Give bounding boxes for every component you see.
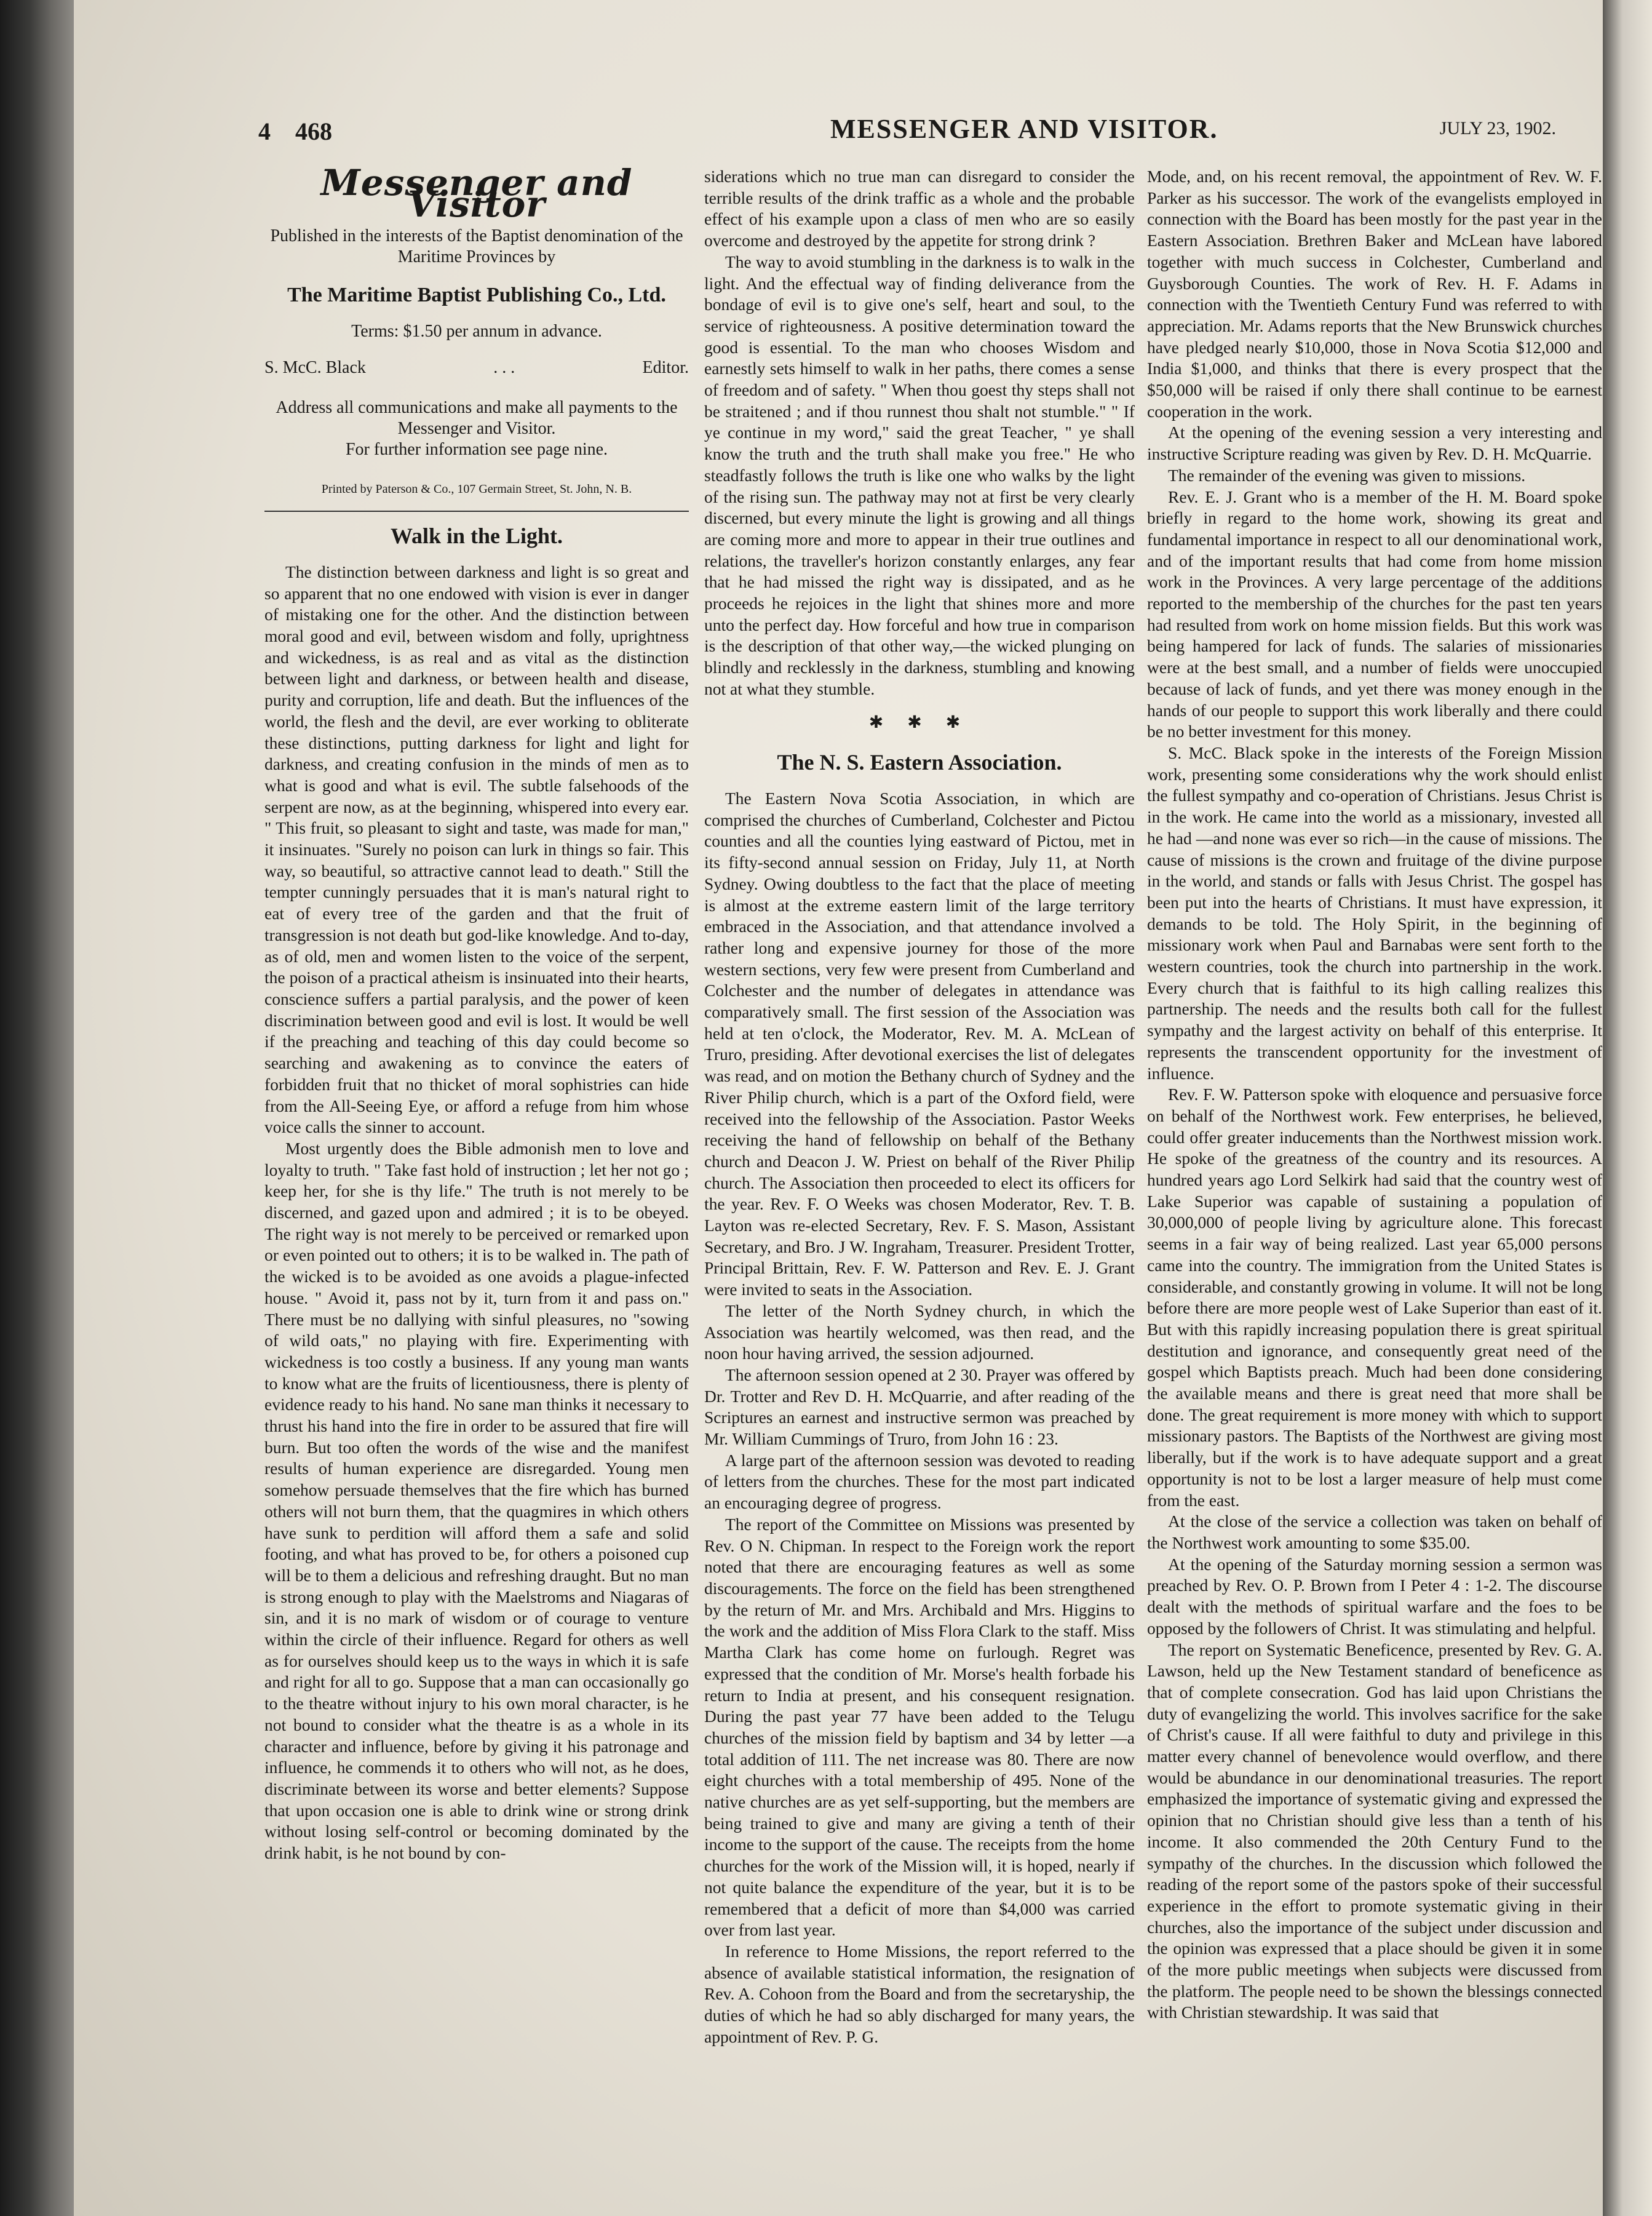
column-3 <box>1147 166 1602 2023</box>
article-2-paragraph: In reference to Home Missions, the report referred to the absence of available statistical information, the resignation of Rev. A. Cohoon from the Board and from the secretaryship, the duties of which he had so ably discharged for many years, the appointment of Rev. P. G. <box>704 1941 1135 2046</box>
editor-name: S. McC. Black <box>264 357 366 377</box>
article-1-paragraph: Most urgently does the Bible admonish men to love and loyalty to truth. " Take fast hold of instruction ; let her not go ; keep her, for she is thy life." The truth is not merely to be discerned, and gazed upon and admired ; it is to be obeyed. The right way is not merely to be perceived or remarked upon or even pointed out to others; it is to be walked in. The path of the wicked is to be avoided as one avoids a plague-infected house. " Avoid it, pass not by it, turn from it and pass on." There must be no dallying with sinful pleasures, no "sowing of wild oats," no playing with fire. Experimenting with wickedness is too costly a business. If any young man wants to know what are the fruits of licentiousness, there is plenty of evidence ready to his hand. No sane man thinks it necessary to thrust his hand into the fire in order to be assured that fire will burn. But too often the words of the wise and the manifest results of human experience are disregarded. Young men somehow persuade themselves that the fire which has burned others will not burn them, that the quagmires in which others have sunk to perdition will afford them a safe and solid footing, and what has proved to be, for others a poisoned cup will be to them a delicious and refreshing draught. But no man is strong enough to play with the Maelstroms and Niagaras of sin, and it is no mark of wisdom or of courage to venture within the circle of their influence. Regard for others as well as for ourselves should keep us to the ways in which it is safe and right for all to go. Suppose that a man can occasionally go to the theatre without injury to his own moral character, is he not bound to consider what the theatre is as a whole in its character and influence, before by giving it his patronage and influence, he commends it to others who will not, as he does, discriminate between its worse and better elements? Suppose that upon occasion one is able to drink wine or strong drink without losing self-control or becoming dominated by the drink habit, is he not bound by con- <box>264 1138 689 1863</box>
masthead-printer: Printed by Paterson & Co., 107 Germain Street, St. John, N. B. <box>321 482 632 496</box>
book-binding <box>0 0 74 2216</box>
article-1-paragraph: The distinction between darkness and light is so great and so apparent that no one endowed with vision is ever in danger of mistaking one for the other. And the distinction between moral good and evil, between wisdom and folly, uprightness and wickedness, is as real and as vital as the distinction between light and darkness, or between health and disease, purity and corruption, life and death. But the influences of the world, the flesh and the devil, are ever working to obliterate these distinctions, putting darkness for light and light for darkness, and creating confusion in the minds of men as to what is good and what is evil. The subtle falsehoods of the serpent are now, as at the beginning, whispered into every ear. " This fruit, so pleasant to sight and taste, was made for man," it insinuates. "Surely no poison can lurk in things so fair. This way, so beautiful, so attractive cannot lead to death." Still the tempter cunningly persuades that it is man's natural right to eat of every tree of the garden and that the fruit of transgression is not death but god-like knowledge. And to-day, as of old, men and women listen to the voice of the serpent, the poison of a practical atheism is insinuated into their hearts, conscience suffers a partial paralysis, and the power of keen discrimination between good and evil is lost. It would be well if the preaching and teaching of this day could become so searching and awakening as to convince the eaters of forbidden fruit that no thicket of moral sophistries can hide from the All-Seeing Eye, or afford a refuge from him whose voice calls the sinner to account. <box>264 562 689 1137</box>
column-1 <box>264 162 689 1864</box>
article-2-paragraph: S. McC. Black spoke in the interests of the Foreign Mission work, presenting some considerations why the work should enlist the fullest sympathy and co-operation of Christians. Jesus Christ is in the work. He came into the world as a missionary, invested all he had —and none was ever so rich—in the cause of missions. The cause of missions is the crown and fruitage of the divine purpose in the world, and stands or falls with Jesus Christ. The gospel has been put into the hearts of Christians. It must have expression, it demands to be told. The Holy Spirit, in the beginning of missionary work when Paul and Barnabas were sent forth to the western countries, took the church into partnership in the work. Every church that is faithful to its high calling realizes this partnership. The needs and the results both call for the fullest sympathy and the largest activity on behalf of this enterprise. It represents the transcendent opportunity for the investment of influence. <box>1147 743 1602 1083</box>
article-2-paragraph: The afternoon session opened at 2 30. Prayer was offered by Dr. Trotter and Rev D. H. McQuarrie, and after reading of the Scriptures an earnest and instructive sermon was preached by Mr. William Cummings of Truro, from John 16 : 23. <box>704 1365 1135 1449</box>
article-1-paragraph: The way to avoid stumbling in the darkness is to walk in the light. And the effectual way of finding deliverance from the bondage of evil is to give one's self, heart and soul, to the service of righteousness. A positive determination toward the good is essential. To the man who chooses Wisdom and earnestly sets himself to walk in her paths, there comes a sense of freedom and of safety. " When thou goest thy steps shall not be straitened ; and if thou runnest thou shalt not stumble." " If ye continue in my word," said the great Teacher, " ye shall know the truth and the truth shall make you free." He who steadfastly follows the truth is like one who walks by the light of the rising sun. The pathway may not at first be very clearly discerned, but every minute the light is growing and all things are coming more and more to appear in their true outlines and relations, the traveller's horizon constantly enlarges, any fear that he had missed the right way is dissipated, and as he proceeds he rejoices in the light that shines more and more unto the perfect day. How forceful and how true in comparison is the description of that other way,—the wicked plunging on blindly and recklessly in the darkness, stumbling and knowing not at what they stumble. <box>704 252 1135 698</box>
address-line-1: Address all communications and make all payments to the Messenger and Visitor. <box>276 397 678 438</box>
page-number-alt: 468 <box>295 118 332 145</box>
article-2-paragraph: The Eastern Nova Scotia Association, in which are comprised the churches of Cumberland, Colchester and Pictou counties and all the counties lying eastward of Pictou, met in its fifty-second annual session on Friday, July 11, at North Sydney. Owing doubtless to the fact that the place of meeting is almost at the extreme eastern limit of the large territory embraced in the Association, and that attendance involved a rather long and expensive journey for those of the more western sections, very few were present from Cumberland and Colchester and the number of delegates in attendance was comparatively small. The first session of the Association was held at ten o'clock, the Moderator, Rev. M. A. McLean of Truro, presiding. After devotional exercises the list of delegates was read, and on motion the Bethany church of Sydney and the River Philip church, which is a part of the Oxford field, were received into the fellowship of the Association. Pastor Weeks receiving the hand of fellowship on behalf of the Bethany church and Deacon J. W. Priest on behalf of the River Philip church. The Association then proceeded to elect its officers for the year. Rev. F. O Weeks was chosen Moderator, Rev. T. B. Layton was re-elected Secretary, Rev. F. S. Mason, Assistant Secretary, and Bro. J W. Ingraham, Treasurer. President Trotter, Principal Brittain, Rev. F. W. Patterson and Rev. E. J. Grant were invited to seats in the Association. <box>704 788 1135 1299</box>
issue-date: JULY 23, 1902. <box>1439 118 1556 138</box>
article-2-paragraph: Rev. E. J. Grant who is a member of the H. M. Board spoke briefly in regard to the home work, showing its great and fundamental importance in respect to all our denominational work, and of the important results that had come from home mission work in the Provinces. A very large percentage of the additions reported to the membership of the churches for the past ten years had resulted from work on home mission fields. But this work was being hampered for lack of funds. The salaries of missionaries were at the best small, and a number of fields were unoccupied because of lack of funds, and yet there was money enough in the hands of our people to support this work liberally and there could be no better investment for this money. <box>1147 487 1602 741</box>
article-2-paragraph: The remainder of the evening was given to missions. <box>1168 465 1526 485</box>
article-2-paragraph: The report on Systematic Beneficence, presented by Rev. G. A. Lawson, held up the New Testament standard of beneficence as that of complete consecration. God has laid upon Christians the duty of evangelizing the world. This involves sacrifice for the sake of Christ's cause. If all were faithful to duty and privilege in this matter every channel of benevolence would overflow, and there would be abundance in our denominational treasuries. The report emphasized the importance of systematic giving and expressed the opinion that no Christian should give less than a tenth of his income. It also commended the 20th Century Fund to the sympathy of the churches. In the discussion which followed the reading of the report some of the pastors spoke of their successful experience in the effort to promote systematic giving in their churches, also the importance of the subject under discussion and the opinion was expressed that a place should be given it in some of the more public meetings when subjects were discussed from the platform. The people need to be shown the blessings connected with Christian stewardship. It was said that <box>1147 1640 1602 2022</box>
page-number: 4 <box>258 118 271 145</box>
masthead-rule <box>264 511 689 512</box>
article-1-paragraph: siderations which no true man can disregard to consider the terrible results of the drink traffic as a whole and the probable effect of his example upon a class of men who are so easily overcome and destroyed by the appetite for strong drink ? <box>704 167 1135 250</box>
masthead-terms: Terms: $1.50 per annum in advance. <box>351 322 602 341</box>
page-header <box>258 111 1611 148</box>
article-1-headline: Walk in the Light. <box>390 524 563 549</box>
article-2-paragraph: Rev. F. W. Patterson spoke with eloquence and persuasive force on behalf of the Northwest work. Few enterprises, he believed, could offer greater inducements than the Northwest mission work. He spoke of the greatness of the country and its resources. A hundred years ago Lord Selkirk had said that the country west of Lake Superior was capable of sustaining a population of 30,000,000 of people living by agriculture alone. This forecast seems in a fair way of being realized. Last year 65,000 persons came into the country. The immigration from the United States is considerable, and constantly growing in volume. It will not be long before there are more people west of Lake Superior than east of it. But with this rapidly increasing population there is great spiritual destitution and ignorance, and consequently great need of the gospel which Baptists preach. Much had been done considering the available means and there is great need that more shall be done. The great requirement is more money with which to support missionary pastors. The Baptists of the Northwest are giving most liberally, but if the work is to have adequate support and a great opportunity is not to be lost a larger measure of help must come from the east. <box>1147 1085 1602 1510</box>
column-2 <box>704 166 1135 2047</box>
address-line-2: For further information see page nine. <box>345 439 608 459</box>
section-ornament: ✱ ✱ ✱ <box>868 712 971 732</box>
article-2-paragraph: The letter of the North Sydney church, in which the Association was heartily welcomed, was then read, and the noon hour having arrived, the session adjourned. <box>704 1301 1135 1363</box>
article-2-paragraph: At the opening of the Saturday morning session a sermon was preached by Rev. O. P. Brown from I Peter 4 : 1-2. The discourse dealt with the methods of spiritual warfare and the foes to be opposed by the followers of Christ. It was stimulating and helpful. <box>1147 1554 1602 1638</box>
masthead <box>264 162 689 500</box>
article-2-paragraph: Mode, and, on his recent removal, the appointment of Rev. W. F. Parker as his successor. The work of the evangelists employed in connection with the Board has been mostly for the past year in the Eastern Association. Brethren Baker and McLean have labored together with much success in Colchester, Cumberland and Guysborough Counties. The work of Rev. H. F. Adams in connection with the Twentieth Century Fund was referred to with appreciation. Mr. Adams reports that the New Brunswick churches have pledged nearly $10,000, those in Nova Scotia $12,000 and India $1,000, and thinks that there is every prospect that the $50,000 will be raised if only there shall continue to be earnest cooperation in the work. <box>1147 167 1602 421</box>
masthead-address <box>264 397 689 460</box>
masthead-publisher: The Maritime Baptist Publishing Co., Ltd. <box>287 284 666 307</box>
next-page-edge <box>1603 0 1652 2216</box>
article-2-paragraph: A large part of the afternoon session was devoted to reading of letters from the churches. These for the most part indicated an encouraging degree of progress. <box>704 1450 1135 1513</box>
article-2-paragraph: The report of the Committee on Missions was presented by Rev. O N. Chipman. In respect to the Foreign work the report noted that there are encouraging features as well as some discouragements. The force on the field has been strengthened by the return of Mr. and Mrs. Archibald and Mrs. Higgins to the work and the addition of Miss Flora Clark to the staff. Miss Martha Clark has come home on furlough. Regret was expressed that the condition of Mr. Morse's health forbade his return to India at present, and his consequent resignation. During the past year 77 have been added to the Telugu churches of the mission field by baptism and 34 by letter —a total addition of 111. The net increase was 80. There are now eight churches with a total membership of 495. None of the native churches are as yet self-supporting, but the members are being trained to give and many are giving a tenth of their income to the support of the cause. The receipts from the home churches for the work of the Mission will, it is hoped, nearly if not quite balance the expenditure of the year, but it is to be remembered that a deficit of more than $4,000 was carried over from last year. <box>704 1514 1135 1940</box>
editor-dots: . . . <box>493 357 515 377</box>
newspaper-page <box>74 0 1603 2216</box>
article-2-headline: The N. S. Eastern Association. <box>777 750 1062 775</box>
article-2-paragraph: At the opening of the evening session a very interesting and instructive Scripture reading was given by Rev. D. H. McQuarrie. <box>1147 423 1602 464</box>
editor-label: Editor. <box>642 357 689 377</box>
masthead-editor-line <box>264 357 689 379</box>
running-title: MESSENGER AND VISITOR. <box>830 114 1218 144</box>
masthead-title: Messenger and Visitor <box>320 162 633 225</box>
masthead-description: Published in the interests of the Baptist denomination of the Maritime Provinces by <box>270 226 683 267</box>
article-2-paragraph: At the close of the service a collection was taken on behalf of the Northwest work amounting to some $35.00. <box>1147 1512 1602 1552</box>
